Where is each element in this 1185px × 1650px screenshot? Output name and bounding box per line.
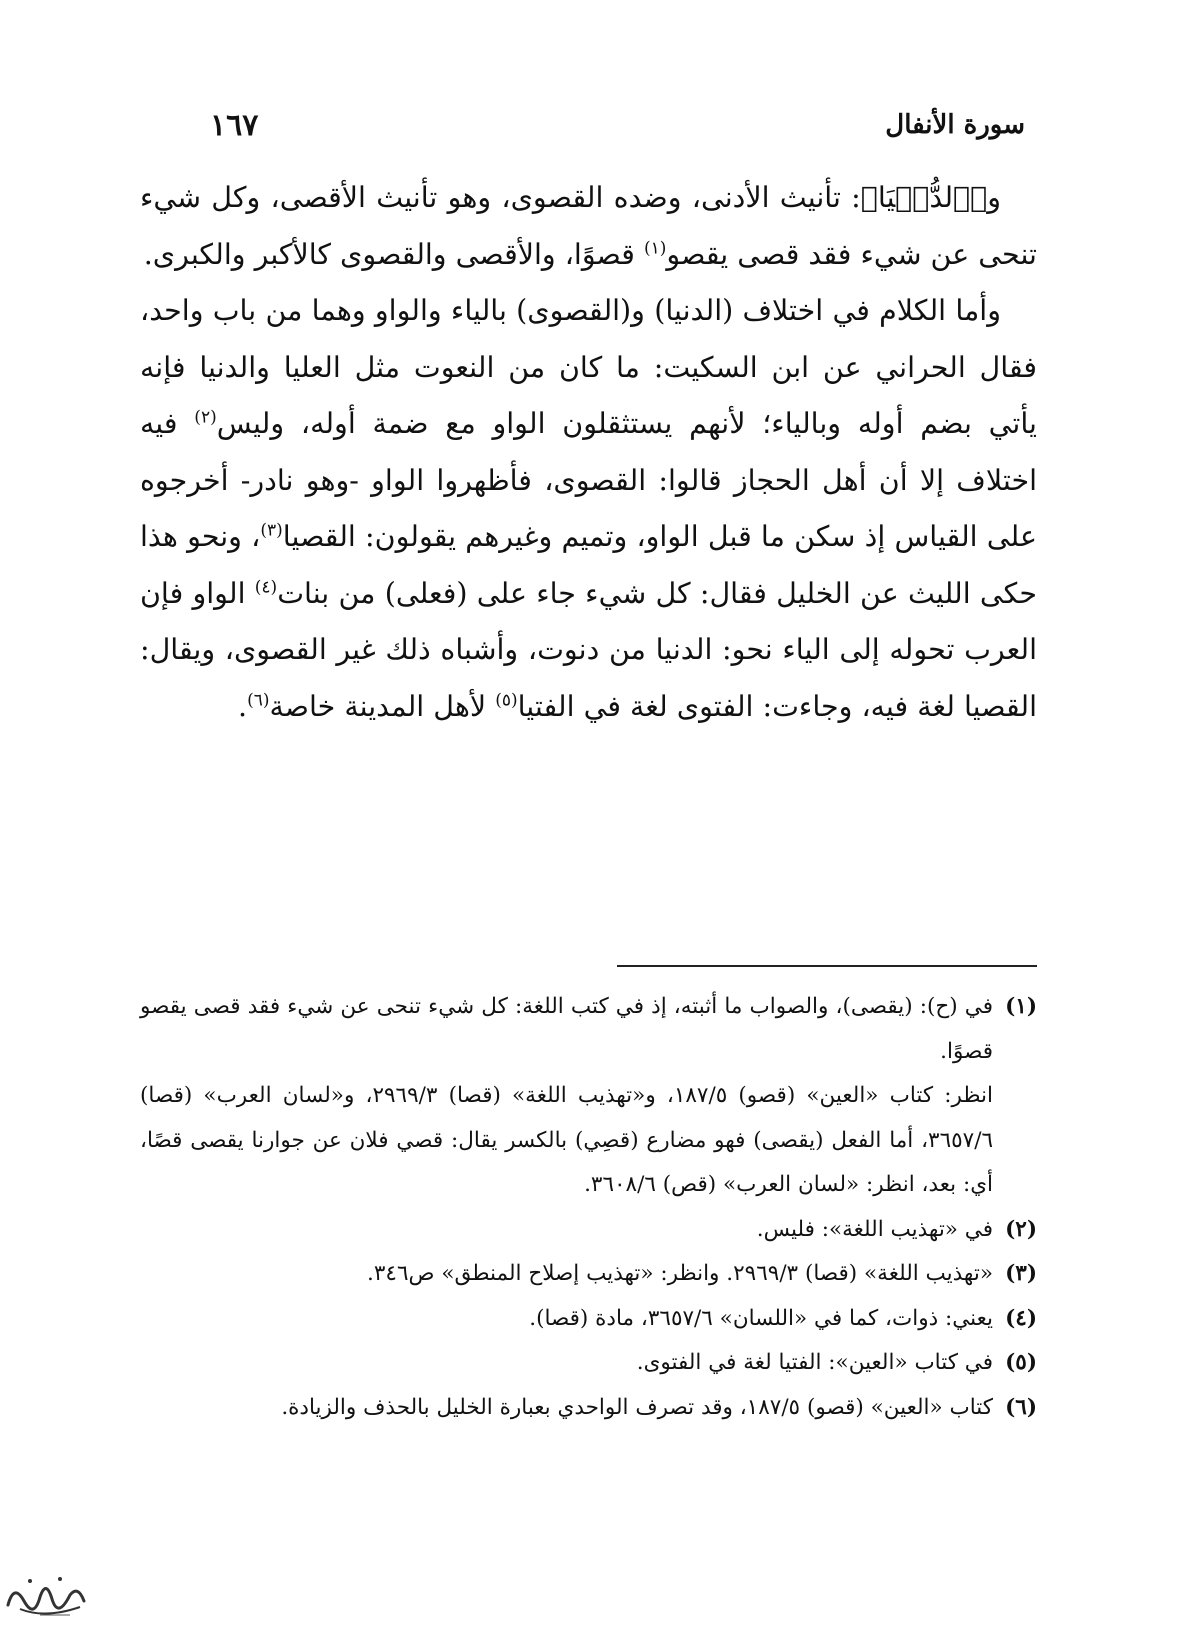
p1-lead: و﴿ٱلدُّنۡيَا﴾: تأنيث الأدنى، وضده القصوى، وهو تأنيث الأقصى، وكل شيء تنحى عن شيء فقد قصى يقصو xyxy=(140,181,1037,271)
publisher-logo-icon xyxy=(0,1565,90,1625)
footnote-number: (٥) xyxy=(1005,1350,1037,1375)
page-header xyxy=(210,100,1025,150)
footnote-ref-4: (٤) xyxy=(254,577,278,597)
p2-e: لأهل المدينة خاصة xyxy=(269,689,496,723)
footnote-ref-3: (٣) xyxy=(260,520,283,541)
surah-title: سورة الأنفال xyxy=(885,110,1025,140)
footnote-number: (٤) xyxy=(1005,1305,1037,1331)
footnote-text: يعني: ذوات، كما في «اللسان» ٣٦٥٧/٦، مادة (قصا). xyxy=(529,1305,993,1331)
footnote-ref-6: (٦) xyxy=(247,690,270,710)
footnote-5 xyxy=(140,1341,1037,1386)
footnote-text: في كتاب «العين»: الفتيا لغة في الفتوى. xyxy=(636,1350,993,1375)
main-text xyxy=(140,170,1037,735)
footnote-1 xyxy=(140,985,1037,1208)
footnote-number: (٣) xyxy=(1005,1261,1037,1286)
p2-d: الواو فإن العرب تحوله إلى الياء نحو: الدنيا من دنوت، وأشباه ذلك غير القصوى، ويقال: القصيا لغة فيه، وجاءت: الفتوى لغة في الفتيا xyxy=(140,576,1037,723)
footnote-ref-1: (١) xyxy=(643,238,667,258)
footnote-ref-5: (٥) xyxy=(495,690,518,710)
footnote-ref-2: (٢) xyxy=(194,407,217,428)
footnote-separator xyxy=(617,965,1037,967)
footnote-text-continued: انظر: كتاب «العين» (قصو) ١٨٧/٥، و«تهذيب اللغة» (قصا) ٢٩٦٩/٣، و«لسان العرب» (قصا) ٣٦٥٧/٦، أما الفعل (يقصى) فهو مضارع (قصِي) بالكسر يقال: قصي فلان عن جوارنا يقصى قصًا، أي: بعد، انظر: «لسان العرب» (قص) ٣٦٠٨/٦. xyxy=(140,1083,994,1197)
footnote-3 xyxy=(140,1252,1037,1297)
footnote-text: «تهذيب اللغة» (قصا) ٢٩٦٩/٣. وانظر: «تهذيب إصلاح المنطق» ص٣٤٦. xyxy=(367,1261,993,1286)
footnote-text: في «تهذيب اللغة»: فليس. xyxy=(756,1216,993,1242)
paragraph-2 xyxy=(140,283,1037,735)
footnotes xyxy=(140,985,1037,1430)
p1-tail: قصوًا، والأقصى والقصوى كالأكبر والكبرى. xyxy=(143,237,644,271)
page-number: ١٦٧ xyxy=(210,107,259,143)
p2-c: ، ونحو هذا حكى الليث عن الخليل فقال: كل شيء جاء على (فعلى) من بنات xyxy=(140,520,1037,610)
p2-end: . xyxy=(238,689,248,723)
footnote-2 xyxy=(140,1208,1037,1253)
paragraph-1 xyxy=(140,170,1037,283)
footnote-number: (٢) xyxy=(1005,1216,1037,1242)
footnote-text: في (ح): (يقصى)، والصواب ما أثبته، إذ في كتب اللغة: كل شيء تنحى عن شيء فقد قصى يقصو قصوًا. xyxy=(140,994,993,1064)
footnote-text: كتاب «العين» (قصو) ١٨٧/٥، وقد تصرف الواحدي بعبارة الخليل بالحذف والزيادة. xyxy=(281,1394,993,1420)
footnote-number: (٦) xyxy=(1005,1394,1037,1420)
footnote-6 xyxy=(140,1386,1037,1431)
p2-b: فيه اختلاف إلا أن أهل الحجاز قالوا: القصوى، فأظهروا الواو -وهو نادر- أخرجوه على القياس إذ سكن ما قبل الواو، وتميم وغيرهم يقولون: القصيا xyxy=(140,407,1037,553)
p2-a: وأما الكلام في اختلاف (الدنيا) و(القصوى) بالياء والواو وهما من باب واحد، فقال الحراني عن ابن السكيت: ما كان من النعوت مثل العليا والدنيا فإنه يأتي بضم أوله وبالياء؛ لأنهم يستثقلون الواو مع ضمة أوله، وليس xyxy=(140,294,1037,440)
footnote-number: (١) xyxy=(1005,994,1037,1019)
footnote-4 xyxy=(140,1297,1037,1342)
